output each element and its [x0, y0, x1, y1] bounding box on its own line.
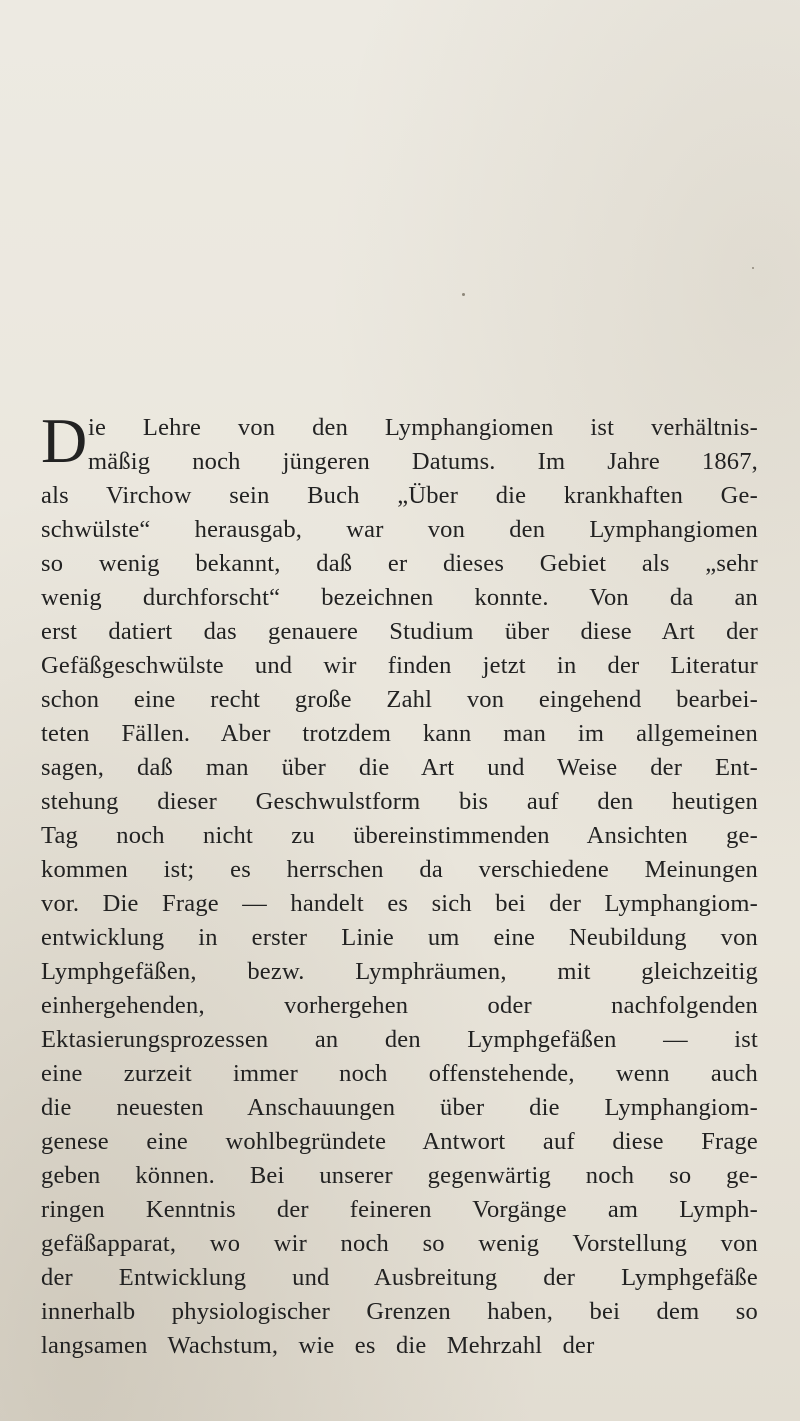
text-line: Ektasierungsprozessen an den Lymphgefäßen — ist	[41, 1026, 758, 1053]
text-line: kommen ist; es herrschen da verschiedene Meinungen	[41, 856, 758, 883]
body-text	[41, 405, 758, 1363]
drop-cap-initial: D	[41, 405, 88, 476]
text-line: geben können. Bei unserer gegenwärtig noch so ge-	[41, 1162, 758, 1189]
text-line: gefäßapparat, wo wir noch so wenig Vorstellung von	[41, 1230, 758, 1257]
text-line: eine zurzeit immer noch offenstehende, wenn auch	[41, 1060, 758, 1087]
paper-speck	[462, 293, 465, 296]
text-line: vor. Die Frage — handelt es sich bei der Lymphangiom-	[41, 890, 758, 917]
text-line: teten Fällen. Aber trotzdem kann man im allgemeinen	[41, 720, 758, 747]
paper-speck	[752, 267, 754, 269]
text-line: ie Lehre von den Lymphangiomen ist verhältnis-	[88, 414, 758, 441]
text-line: langsamen Wachstum, wie es die Mehrzahl der	[41, 1332, 595, 1359]
text-line: als Virchow sein Buch „Über die krankhaften Ge-	[41, 482, 758, 509]
text-line: wenig durchforscht“ bezeichnen konnte. Von da an	[41, 584, 758, 611]
text-line: Tag noch nicht zu übereinstimmenden Ansichten ge-	[41, 822, 758, 849]
text-line: ringen Kenntnis der feineren Vorgänge am Lymph-	[41, 1196, 758, 1223]
text-line: Gefäßgeschwülste und wir finden jetzt in der Literatur	[41, 652, 758, 679]
text-line: so wenig bekannt, daß er dieses Gebiet als „sehr	[41, 550, 758, 577]
text-line: Lymphgefäßen, bezw. Lymphräumen, mit gleichzeitig	[41, 958, 758, 985]
text-line: der Entwicklung und Ausbreitung der Lymphgefäße	[41, 1264, 758, 1291]
text-line: die neuesten Anschauungen über die Lymphangiom-	[41, 1094, 758, 1121]
text-line: stehung dieser Geschwulstform bis auf den heutigen	[41, 788, 758, 815]
text-line: schwülste“ herausgab, war von den Lymphangiomen	[41, 516, 758, 543]
text-line: schon eine recht große Zahl von eingehend bearbei-	[41, 686, 758, 713]
text-line: innerhalb physiologischer Grenzen haben, bei dem so	[41, 1298, 758, 1325]
text-line: sagen, daß man über die Art und Weise der Ent-	[41, 754, 758, 781]
text-line: mäßig noch jüngeren Datums. Im Jahre 1867,	[88, 448, 758, 475]
text-line: erst datiert das genauere Studium über diese Art der	[41, 618, 758, 645]
text-line: entwicklung in erster Linie um eine Neubildung von	[41, 924, 758, 951]
text-line: einhergehenden, vorhergehen oder nachfolgenden	[41, 992, 758, 1019]
text-line: genese eine wohlbegründete Antwort auf diese Frage	[41, 1128, 758, 1155]
